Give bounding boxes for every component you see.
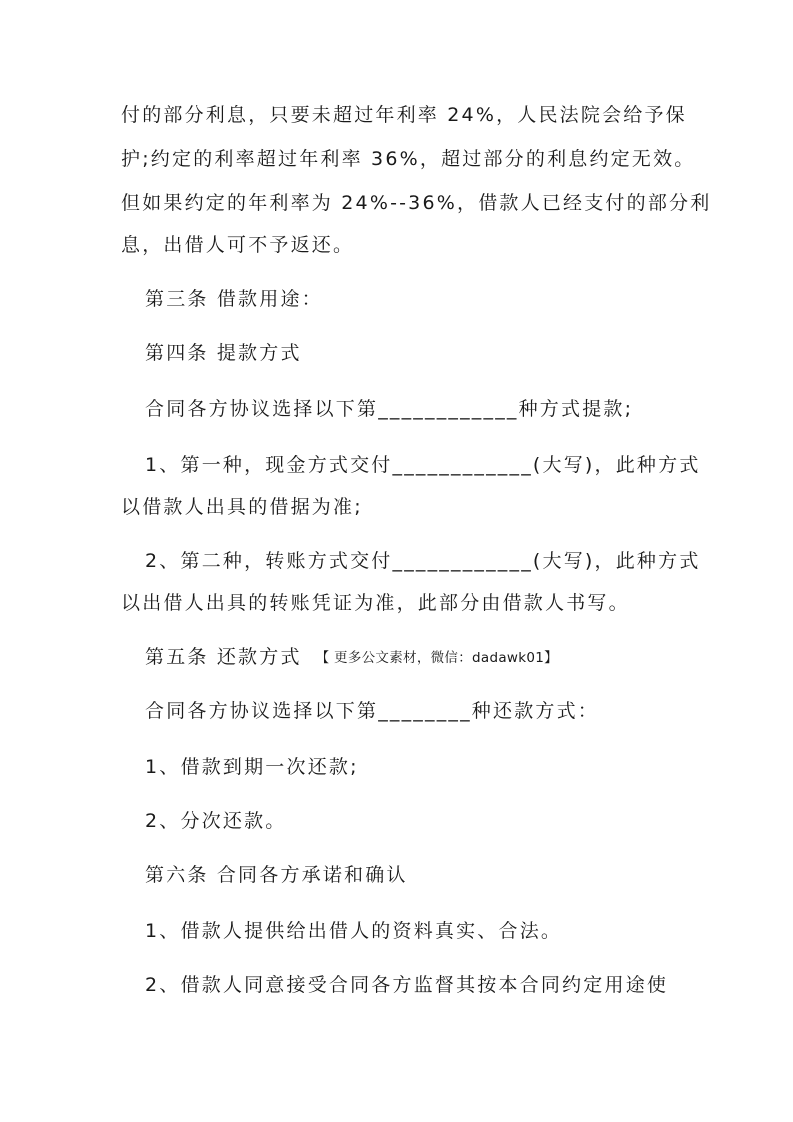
commitment-1: 1、借款人提供给出借人的资料真实、合法。 xyxy=(145,920,563,942)
article-4-heading: 第四条 提款方式 xyxy=(145,342,302,364)
withdrawal-option-2-cont: 以出借人出具的转账凭证为准，此部分由借款人书写。 xyxy=(121,592,630,614)
repayment-method-choice: 合同各方协议选择以下第________种还款方式： xyxy=(145,700,600,722)
promo-note: 【 更多公文素材，微信：dadawk01】 xyxy=(315,650,558,666)
commitment-2: 2、借款人同意接受合同各方监督其按本合同约定用途使 xyxy=(145,974,669,996)
withdrawal-option-1-cont: 以借款人出具的借据为准; xyxy=(121,496,363,518)
article-5-heading xyxy=(145,644,685,671)
article-6-heading: 第六条 合同各方承诺和确认 xyxy=(145,864,408,886)
repayment-option-2: 2、分次还款。 xyxy=(145,810,287,832)
text-line-3: 但如果约定的年利率为 24%--36%，借款人已经支付的部分利 xyxy=(121,192,712,214)
article-3-heading: 第三条 借款用途： xyxy=(145,288,323,310)
withdrawal-option-2: 2、第二种，转账方式交付____________(大写)，此种方式 xyxy=(145,550,701,572)
withdrawal-option-1: 1、第一种，现金方式交付____________(大写)，此种方式 xyxy=(145,454,701,476)
withdrawal-method-choice: 合同各方协议选择以下第____________种方式提款; xyxy=(145,398,634,420)
article-5-title: 第五条 还款方式 xyxy=(145,646,302,668)
text-line-2: 护;约定的利率超过年利率 36%，超过部分的利息约定无效。 xyxy=(121,148,696,170)
text-line-4: 息，出借人可不予返还。 xyxy=(121,234,355,256)
text-line-1: 付的部分利息，只要未超过年利率 24%，人民法院会给予保 xyxy=(121,104,687,126)
repayment-option-1: 1、借款到期一次还款; xyxy=(145,756,359,778)
